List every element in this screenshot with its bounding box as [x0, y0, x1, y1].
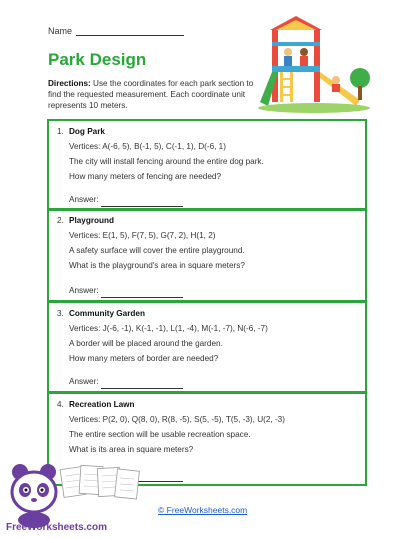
problem-text-line1: A safety surface will cover the entire playground.	[69, 246, 245, 255]
page-title: Park Design	[48, 50, 147, 69]
answer-row	[69, 374, 183, 389]
problem-text-line2: How many meters of fencing are needed?	[69, 172, 222, 181]
problem-vertices: Vertices: A(-6, 5), B(-1, 5), C(-1, 1), D(-6, 1)	[69, 142, 226, 151]
panda-logo-icon	[4, 458, 152, 534]
problem-text-line2: What is the playground's area in square meters?	[69, 261, 245, 270]
problem-card-3	[47, 301, 367, 393]
problem-vertices: Vertices: E(1, 5), F(7, 5), G(7, 2), H(1, 2)	[69, 231, 216, 240]
directions-text: Use the coordinates for each park section to find the requested measurement. Each coordinate unit represents 10 meters.	[48, 79, 254, 110]
playground-illustration-icon	[256, 16, 374, 114]
directions-label: Directions:	[48, 79, 91, 88]
problem-number: 3.	[57, 309, 64, 318]
problem-number: 2.	[57, 216, 64, 225]
answer-row	[69, 283, 183, 298]
problem-heading	[57, 124, 357, 139]
svg-text:FreeWorksheets.com: FreeWorksheets.com	[6, 522, 107, 533]
answer-line[interactable]	[101, 380, 183, 389]
problem-text-line2: What is its area in square meters?	[69, 445, 194, 454]
name-row	[48, 26, 184, 36]
problem-card-2	[47, 208, 367, 302]
problem-title: Dog Park	[69, 127, 105, 136]
problem-vertices: Vertices: P(2, 0), Q(8, 0), R(8, -5), S(5, -5), T(5, -3), U(2, -3)	[69, 415, 285, 424]
problem-title: Recreation Lawn	[69, 400, 135, 409]
problem-heading	[57, 306, 357, 321]
problem-card-1	[47, 119, 367, 211]
problem-text-line1: The entire section will be usable recreation space.	[69, 430, 251, 439]
name-line[interactable]	[76, 26, 184, 36]
answer-label: Answer:	[69, 286, 99, 295]
name-label: Name	[48, 26, 73, 36]
problem-text-line2: How many meters of border are needed?	[69, 354, 219, 363]
answer-row	[69, 192, 183, 207]
problem-text-line1: The city will install fencing around the entire dog park.	[69, 157, 264, 166]
problem-title: Community Garden	[69, 309, 145, 318]
directions	[48, 78, 258, 111]
problem-number: 1.	[57, 127, 64, 136]
footer-link[interactable]: © FreeWorksheets.com	[158, 505, 248, 515]
problem-number: 4.	[57, 400, 64, 409]
problem-text-line1: A border will be placed around the garden.	[69, 339, 223, 348]
answer-line[interactable]	[101, 198, 183, 207]
problem-heading	[57, 397, 357, 412]
problem-heading	[57, 213, 357, 228]
problem-title: Playground	[69, 216, 115, 225]
answer-label: Answer:	[69, 377, 99, 386]
problem-vertices: Vertices: J(-6, -1), K(-1, -1), L(1, -4), M(-1, -7), N(-6, -7)	[69, 324, 268, 333]
answer-label: Answer:	[69, 195, 99, 204]
answer-line[interactable]	[101, 289, 183, 298]
